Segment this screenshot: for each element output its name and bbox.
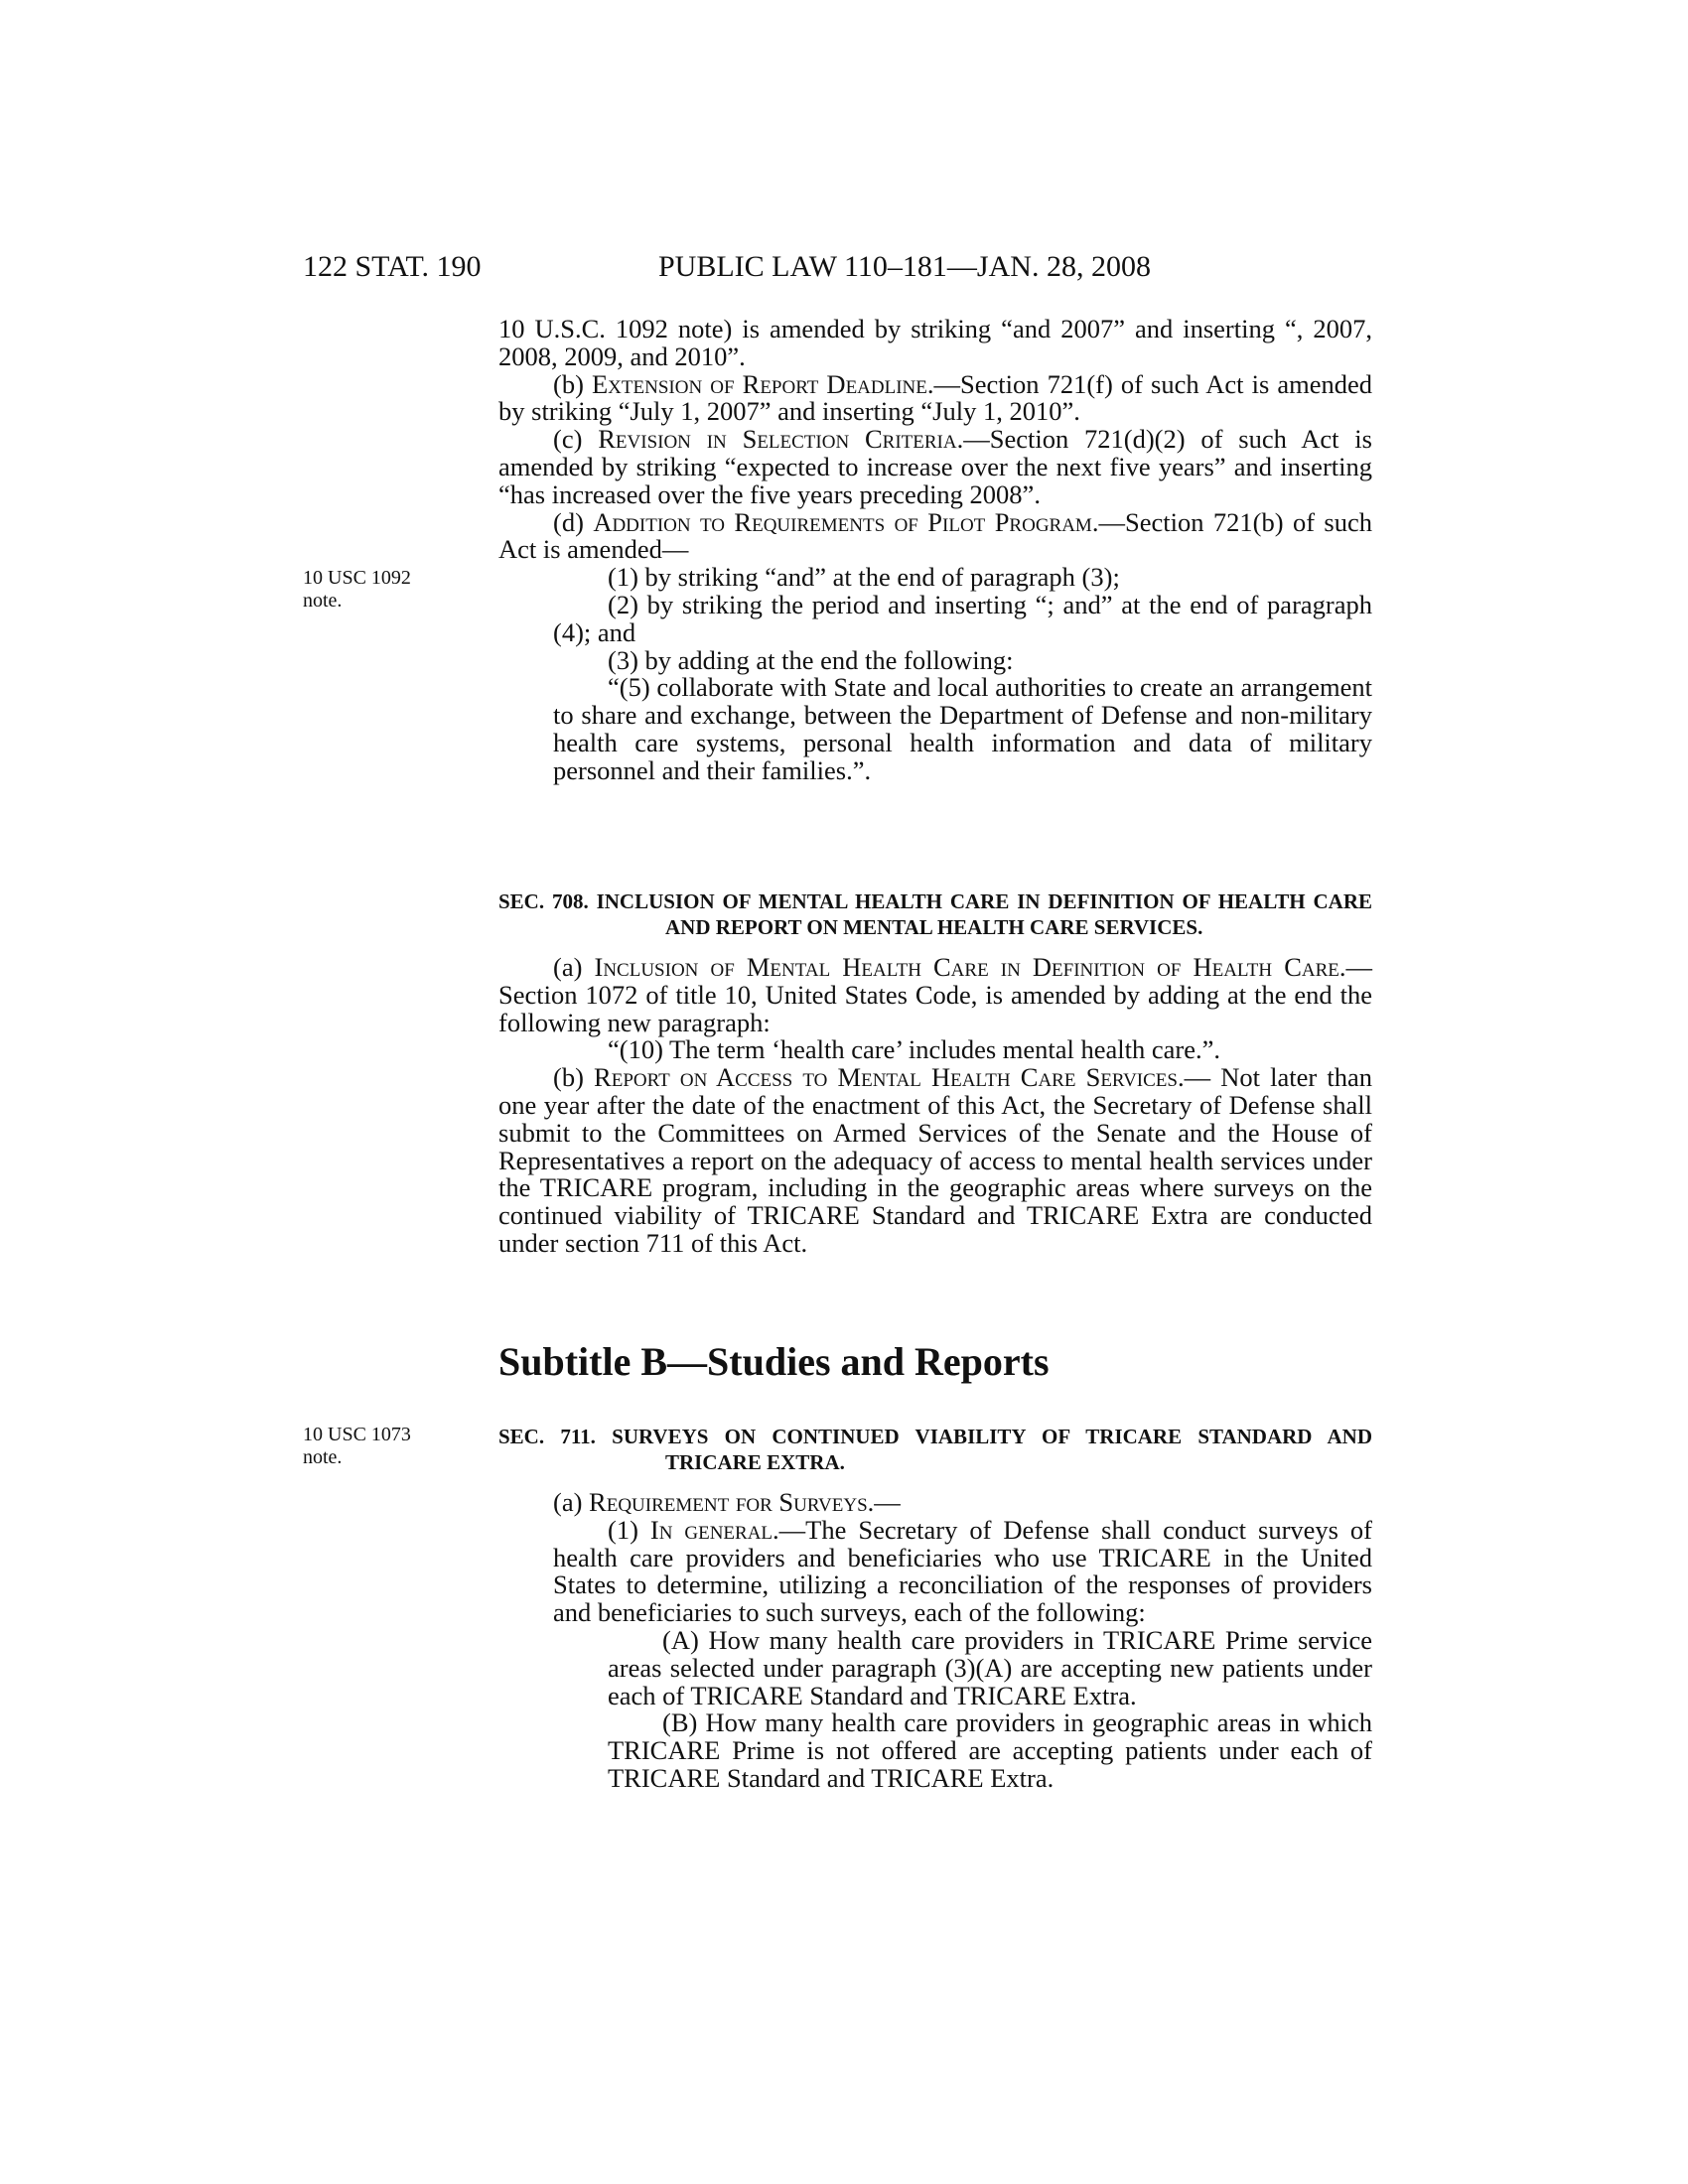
subtitle-heading: Subtitle B—Studies and Reports: [498, 1339, 1050, 1384]
subsection-d: [498, 506, 1373, 565]
subsection-text: .— Not later than one year after the date of the enactment of this Act, the Secretary of Defense shall submit to the Committees on Armed Services of the Senate and the House of Representatives a report on the adequacy of access to mental health services under the TRICARE program, including in the geographic areas where surveys on the continued viability of TRICARE Standard and TRICARE Extra are conducted under section 711 of this Act.: [498, 1062, 1372, 1258]
subsection-caption: Requirement for Surveys: [589, 1487, 868, 1517]
subsection-label: (a): [553, 1487, 590, 1517]
subsection-a: [498, 954, 1372, 1036]
subparagraph-b: (B) How many health care providers in geographic areas in which TRICARE Prime is not offered are accepting patients under each of TRICARE Standard and TRICARE Extra.: [608, 1707, 1372, 1793]
paragraph-d1: (1) by striking “and” at the end of paragraph (3);: [608, 562, 1120, 593]
subsection-text: .—: [867, 1487, 901, 1517]
subsection-text: .—Section 721(b) of such Act is amended—: [498, 506, 1373, 565]
paragraph-1: [498, 1514, 1373, 1628]
margin-note-label: note.: [303, 1446, 343, 1468]
paragraph-10-quoted: “(10) The term ‘health care’ includes mental health care.”.: [608, 1034, 1221, 1065]
paragraph-text: .—The Secretary of Defense shall conduct surveys of health care providers and beneficiaries who use TRICARE in the United States to determine, utilizing a reconciliation of the responses of providers and beneficiaries to such surveys, each of the following:: [553, 1514, 1373, 1628]
paragraph-d3: (3) by adding at the end the following:: [608, 644, 1014, 675]
section-heading: SEC. 708. INCLUSION OF MENTAL HEALTH CARE IN DEFINITION OF HEALTH CARE AND REPORT ON MENTAL HEALTH CARE SERVICES.: [498, 889, 1372, 939]
public-law-running-head: PUBLIC LAW 110–181—JAN. 28, 2008: [658, 250, 1151, 283]
margin-note-code: 10 USC 1073: [303, 1424, 411, 1445]
margin-note-10-usc-1073: [303, 1424, 411, 1469]
subsection-b: [498, 1064, 1372, 1258]
margin-note-10-usc-1092: [303, 567, 411, 613]
subsection-caption: Inclusion of Mental Health Care in Definition of Health Care: [594, 952, 1339, 982]
margin-note-label: note.: [303, 590, 343, 612]
subsection-b: [498, 368, 1373, 427]
paragraph-d5-quoted: “(5) collaborate with State and local authorities to create an arrangement to share and exchange, between the Department of Defense and non-military health care systems, personal health information and data of military personnel and their families.”.: [553, 672, 1372, 785]
paragraph-caption: In general: [649, 1514, 774, 1545]
statute-page-number: 122 STAT. 190: [303, 250, 482, 283]
paragraph-continuation: 10 U.S.C. 1092 note) is amended by striking “and 2007” and inserting “, 2007, 2008, 2009, and 2010”.: [498, 314, 1372, 371]
subsection-caption: Addition to Requirements of Pilot Program: [593, 506, 1092, 537]
subsection-label: (d): [553, 506, 594, 537]
subsection-label: (a): [553, 952, 595, 982]
subsection-caption: Report on Access to Mental Health Care Services: [594, 1062, 1178, 1093]
subparagraph-a: (A) How many health care providers in TRICARE Prime service areas selected under paragraph (3)(A) are accepting new patients under each of TRICARE Standard and TRICARE Extra.: [608, 1624, 1372, 1710]
paragraph-label: (1): [608, 1514, 650, 1545]
subsection-a: [498, 1489, 1372, 1517]
subsection-caption: Extension of Report Deadline: [592, 368, 927, 399]
subsection-text: .—Section 1072 of title 10, United States Code, is amended by adding at the end the following new paragraph:: [498, 952, 1372, 1037]
subsection-text: .—Section 721(d)(2) of such Act is amended by striking “expected to increase over the next five years” and inserting “has increased over the five years preceding 2008”.: [498, 424, 1372, 509]
subtitle-block: [498, 1338, 1372, 1386]
main-text-block-1: [498, 316, 1372, 785]
subsection-c: [498, 426, 1372, 508]
subsection-label: (b): [553, 1062, 595, 1093]
section-711: [498, 1424, 1372, 1793]
subsection-label: (b): [553, 368, 592, 399]
subsection-text: .—Section 721(f) of such Act is amended by striking “July 1, 2007” and inserting “July 1, 2010”.: [498, 368, 1373, 427]
paragraph-d2: (2) by striking the period and inserting “; and” at the end of paragraph (4); and: [553, 589, 1372, 647]
subsection-label: (c): [553, 424, 599, 455]
section-708: [498, 888, 1372, 1258]
section-heading: SEC. 711. SURVEYS ON CONTINUED VIABILITY OF TRICARE STANDARD AND TRICARE EXTRA.: [498, 1425, 1372, 1474]
margin-note-code: 10 USC 1092: [303, 567, 411, 589]
subsection-caption: Revision in Selection Criteria: [598, 424, 957, 455]
